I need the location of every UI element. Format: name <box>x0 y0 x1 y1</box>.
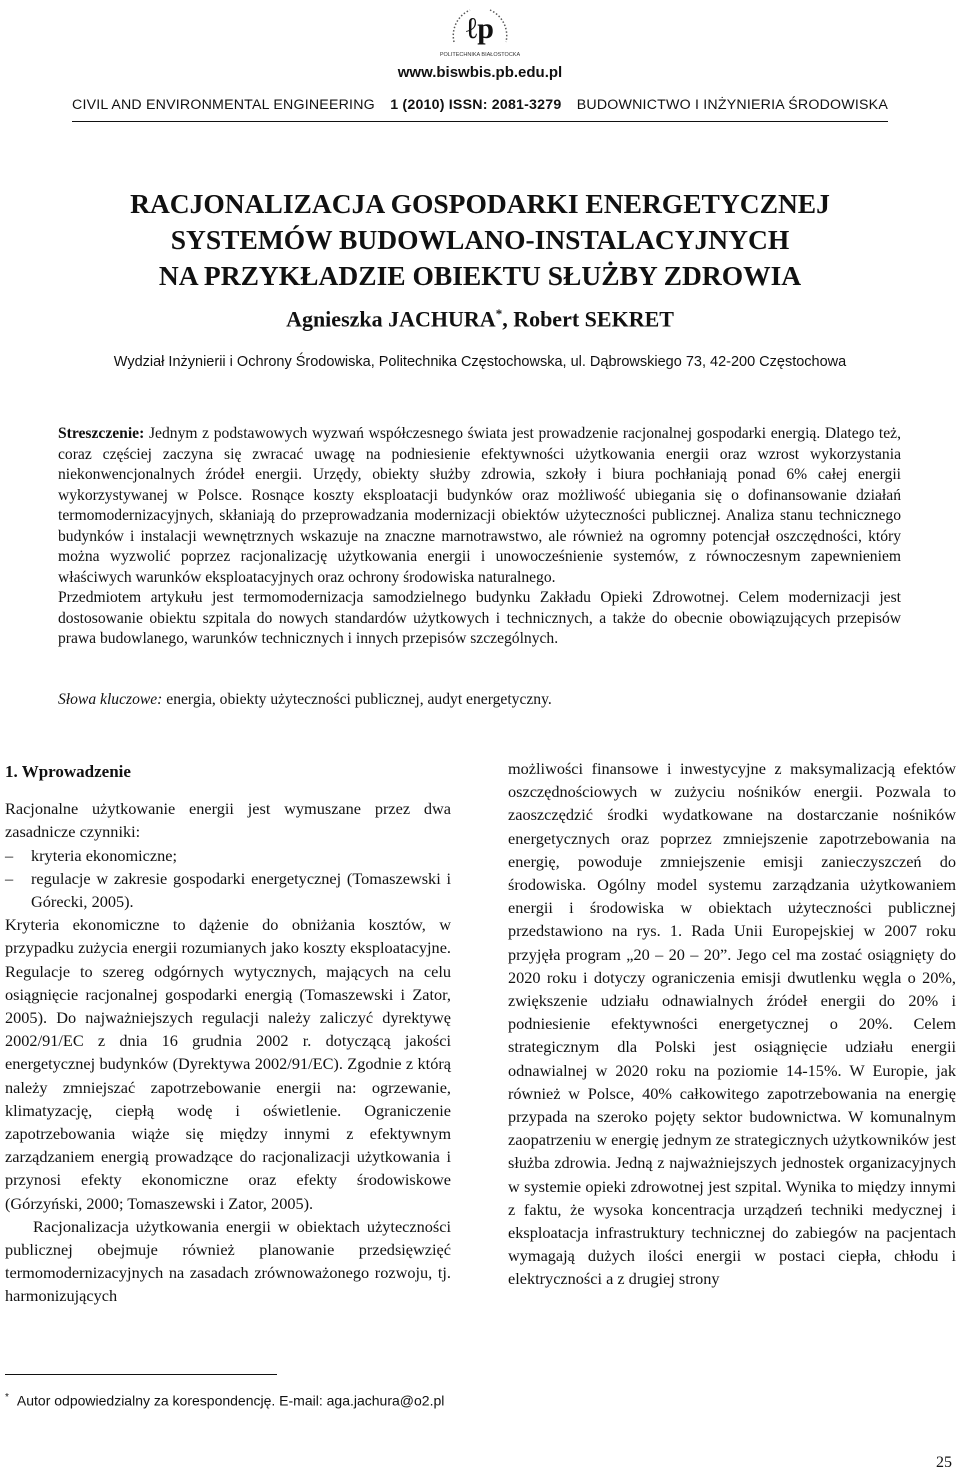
paragraph: Kryteria ekonomiczne to dążenie do obniżania kosztów, w przypadku zużycia energii rozumianych jako koszty eksploatacyjne. Regulacje to szereg odgórnych wytycznych, mających na celu osiągnięcie racjonalnej gospodarki energią (Tomaszewski i Zator, 2005). Do najważniejszych regulacji należy zaliczyć dyrektywę 2002/91/EC z dnia 16 grudnia 2002 r. dotyczącą jakości energetycznej budynków (Dyrektywa 2002/91/EC). Zgodnie z którą należy zmniejszać zapotrzebowanie energii na: ogrzewanie, klimatyzację, ciepłą wodę i oświetlenie. Ograniczenie zapotrzebowania wiąże się między innymi z efektywnym zarządzaniem energią prowadzące do racjonalizacji użytkowania i przynosi efekty ekonomiczne oraz efekty środowiskowe (Górzyński, 2000; Tomaszewski i Zator, 2005). <box>5 915 451 1213</box>
footnote <box>5 1392 444 1409</box>
paper-title <box>40 186 920 294</box>
paragraph: Racjonalizacja użytkowania energii w obiektach użyteczności publicznej obejmuje również planowanie przedsięwzięć termomodernizacyjnych na zasadach zrównoważonego rozwoju, tj. harmonizujących <box>5 1216 451 1306</box>
list-item-text: kryteria ekonomiczne; <box>31 845 178 865</box>
logo-text: POLITECHNIKA BIAŁOSTOCKA <box>440 52 520 58</box>
section-heading: 1. Wprowadzenie <box>5 762 131 781</box>
abstract-p1: Jednym z podstawowych wyzwań współczesnego świata jest prowadzenie racjonalnej gospodarki energią. Dlatego też, coraz częściej zaczyna się zwracać uwagę na podniesienie efektywności użytkowania energii oraz wzrost wykorzystania niekonwencjonalnych źródeł energii. Urzędy, obiekty służby zdrowia, szkoły i biura pochłaniają ponad 6% całej energii wykorzystywanej w Polsce. Rosnące koszty eksploatacji budynków oraz możliwość ubiegania się o dofinansowanie działań termomodernizacyjnych, skłaniają do przeprowadzania modernizacji obiektów użyteczności publicznej. Analiza stanu technicznego budynków i instalacji wewnętrznych wskazuje na znaczne marnotrawstwo, ale również na ogromny potencjał oszczędności, który można wyzwolić poprzez racjonalizację użytkowania energii i unowocześnienie systemów, z równoczesnym zapewnieniem właściwych warunków eksploatacyjnych oraz ochrony środowiska naturalnego. <box>58 425 901 586</box>
abstract-p2: Przedmiotem artykułu jest termomodernizacja samodzielnego budynku Zakładu Opieki Zdrowotnej. Celem modernizacji jest dostosowanie obiektu szpitala do nowych standardów użytkowych i technicznych, a także do obecnie obowiązujących przepisów prawa budowlanego, warunków technicznych i innych przepisów szczególnych. <box>58 589 901 647</box>
svg-text:ℓp: ℓp <box>466 12 494 45</box>
journal-name-pl: BUDOWNICTWO I INŻYNIERIA ŚRODOWISKA <box>576 97 888 113</box>
list-item-text: regulacje w zakresie gospodarki energetycznej (Tomaszewski i Górecki, 2005). <box>31 868 451 912</box>
header-rule <box>72 121 888 122</box>
page-number: 25 <box>936 1454 952 1471</box>
journal-name-en: CIVIL AND ENVIRONMENTAL ENGINEERING <box>72 97 375 113</box>
author-first: Agnieszka JACHURA <box>286 306 496 332</box>
author-marker: * <box>495 306 503 321</box>
paragraph: Racjonalne użytkowanie energii jest wymuszane przez dwa zasadnicze czynniki: <box>5 799 451 842</box>
right-column <box>508 757 956 1291</box>
list-item <box>5 867 451 913</box>
dash-bullet: – <box>5 845 14 865</box>
left-column <box>5 757 451 1308</box>
author-rest: , Robert SEKRET <box>502 306 674 332</box>
title-line: NA PRZYKŁADZIE OBIEKTU SŁUŻBY ZDROWIA <box>158 260 802 291</box>
politechnika-bialostocka-logo-icon <box>440 2 520 58</box>
authors <box>0 306 960 332</box>
footnote-text: Autor odpowiedzialny za korespondencję. E-mail: aga.jachura@o2.pl <box>16 1392 445 1409</box>
title-line: SYSTEMÓW BUDOWLANO-INSTALACYJNYCH <box>170 224 790 255</box>
dash-bullet: – <box>5 868 14 888</box>
keywords-label: Słowa kluczowe: <box>58 691 163 708</box>
abstract-label: Streszczenie: <box>58 425 145 442</box>
title-line: RACJONALIZACJA GOSPODARKI ENERGETYCZNEJ <box>130 188 830 219</box>
footnote-rule <box>5 1374 277 1375</box>
journal-header <box>72 97 888 113</box>
paragraph: możliwości finansowe i inwestycyjne z maksymalizacją efektów oszczędnościowych w zużyciu nośników energii. Pozwala to zaoszczędzić środki wydatkowane na dostarczanie nośników energetycznych oraz poprzez zmniejszenie zapotrzebowania na energię, powoduje zmniejszenie emisji zanieczyszczeń do środowiska. Ogólny model systemu zarządzania użytkowaniem energii i środowiska w obiektach użyteczności publicznej przedstawiono na rys. 1. Rada Unii Europejskiej w 2007 roku przyjęła program „20 – 20 – 20”. Jego cel ma zostać osiągnięty do 2020 roku i dotyczy ograniczenia emisji dwutlenku węgla o 20%, zwiększenie udziału odnawialnych źródeł energii do 20% i podniesienie efektywności energetycznej o 20%. Celem strategicznym dla Polski jest osiągnięcie udziału energii odnawialnej w 2020 roku na poziomie 14-15%. W Europie, jak również w Polsce, 40% całkowitego zapotrzebowania na energię przypada na szeroko pojęty sektor budownictwa. W komunalnym zaopatrzeniu w energię jednym ze strategicznych użytkowników jest służba zdrowia. Jedną z najważniejszych jednostek organizacyjnych w systemie opieki zdrowotnej jest szpital. Wynika to między innymi z faktu, że wysoka koncentracja urządzeń techniki medycznej i eksploatacja infrastruktury technicznej do zabiegów na pacjentach wymagają dużych ilości energii w postaci ciepła, chłodu i elektryczności a z drugiej strony <box>508 759 956 1289</box>
list-item <box>5 844 451 867</box>
journal-issue: 1 (2010) ISSN: 2081-3279 <box>390 97 562 113</box>
abstract <box>58 424 901 650</box>
journal-url: www.biswbis.pb.edu.pl <box>397 64 563 81</box>
footnote-marker: * <box>5 1392 9 1403</box>
keywords-text: energia, obiekty użyteczności publicznej, audyt energetyczny. <box>162 691 552 708</box>
keywords <box>58 690 901 710</box>
affiliation: Wydział Inżynierii i Ochrony Środowiska, Politechnika Częstochowska, ul. Dąbrowskiego 73, 42-200 Częstochowa <box>113 354 847 370</box>
